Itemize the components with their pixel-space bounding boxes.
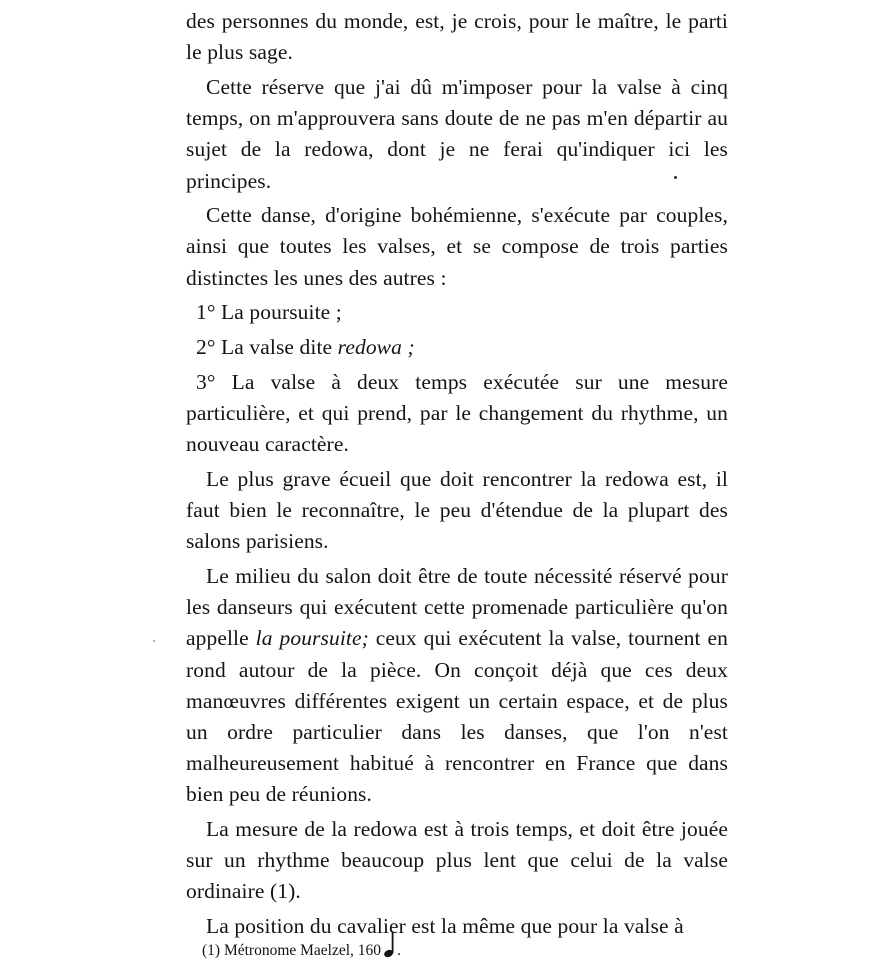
print-speck xyxy=(674,176,677,179)
paragraph: Cette réserve que j'ai dû m'imposer pour la valse à cinq temps, on m'approuvera sans doute de ne pas m'en départir au sujet de la redowa, dont je ne ferai qu'indiquer ici les principes. xyxy=(186,74,728,193)
body-text xyxy=(186,6,728,942)
list-text: La valse dite xyxy=(221,335,338,360)
paragraph-text: Le milieu du salon doit être de toute nécessité réservé pour les danseurs qui exécutent cette promenade particulière qu'on appelle xyxy=(186,563,728,651)
paragraph: La mesure de la redowa est à trois temps, et doit être jouée sur un rhythme beaucoup plus lent que celui de la valse ordinaire (1). xyxy=(186,817,728,904)
paragraph xyxy=(186,561,728,811)
list-text: La valse à deux temps exécutée sur une mesure particulière, et qui prend, par le changement du rhythme, un nouveau caractère. xyxy=(186,369,728,457)
paragraph: La position du cavalier est la même que pour la valse à xyxy=(206,914,684,939)
footnote xyxy=(202,931,401,965)
paragraph-continued: des personnes du monde, est, je crois, pour le maître, le parti le plus sage. xyxy=(186,9,728,65)
quarter-note-icon xyxy=(383,931,397,965)
list-item-redowa xyxy=(186,332,728,363)
list-item-valse-deux-temps xyxy=(186,367,728,461)
paragraph-text: ceux qui exécutent la valse, tournent en rond autour de la pièce. On conçoit déjà que ces deux manœuvres différentes exigent un certain espace, et de plus un ordre particulier dans les danses, que l'on n'est malheureusement habitué à rencontrer en France que dans bien peu de réunions. xyxy=(186,626,728,807)
footnote-text: (1) Métronome Maelzel, 160 xyxy=(202,942,382,959)
paragraph: Le plus grave écueil que doit rencontrer la redowa est, il faut bien le reconnaître, le peu d'étendue de la plupart des salons parisiens. xyxy=(186,466,728,554)
paragraph: Cette danse, d'origine bohémienne, s'exécute par couples, ainsi que toutes les valses, et se compose de trois parties distinctes les unes des autres : xyxy=(186,203,728,290)
list-item-poursuite xyxy=(186,297,728,328)
margin-speck xyxy=(153,640,155,642)
list-text-italic: redowa ; xyxy=(337,335,415,360)
list-number: 3° xyxy=(196,369,216,394)
list-text: La poursuite ; xyxy=(221,300,342,325)
paragraph-text-italic: la poursuite; xyxy=(255,626,369,651)
footnote-trailing: . xyxy=(397,942,401,959)
list-number: 1° xyxy=(196,300,216,325)
list-number: 2° xyxy=(196,335,216,360)
